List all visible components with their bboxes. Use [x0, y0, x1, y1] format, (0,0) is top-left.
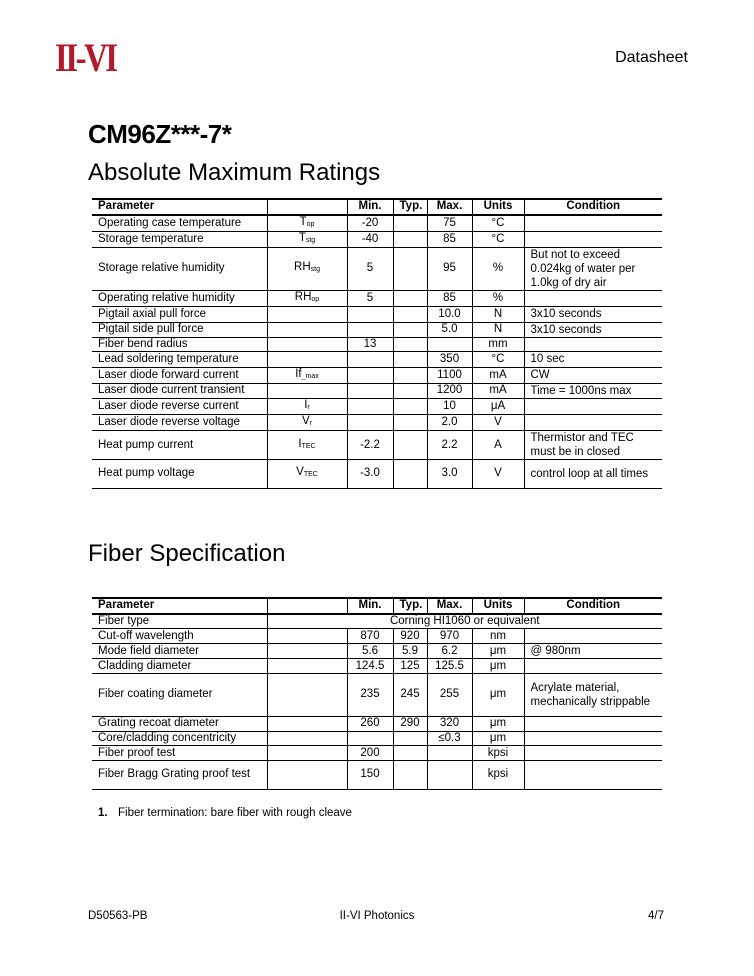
- amr-param: Laser diode reverse current: [92, 398, 267, 414]
- amr-condition: CW: [524, 367, 662, 383]
- fiber-row: [92, 673, 662, 716]
- fiber-max: ≤0.3: [427, 731, 472, 746]
- amr-param: Laser diode current transient: [92, 383, 267, 398]
- fiber-unit: μm: [472, 731, 524, 746]
- amr-typ: [393, 398, 427, 414]
- amr-param: Storage temperature: [92, 231, 267, 247]
- amr-unit: °C: [472, 215, 524, 232]
- amr-symbol: [267, 414, 347, 430]
- amr-header-max: Max.: [427, 199, 472, 215]
- amr-max: 85: [427, 231, 472, 247]
- amr-header-units: Units: [472, 199, 524, 215]
- amr-max: [427, 337, 472, 352]
- amr-min: -20: [347, 215, 393, 232]
- amr-symbol-sub: TEC: [301, 442, 316, 450]
- amr-symbol: [267, 231, 347, 247]
- amr-row: [92, 215, 662, 232]
- fiber-symbol: [267, 716, 347, 731]
- amr-symbol-main: T: [299, 215, 307, 228]
- amr-condition: 3x10 seconds: [524, 307, 662, 322]
- amr-symbol-sub: op: [306, 220, 315, 228]
- amr-symbol: [267, 398, 347, 414]
- fiber-param: Mode field diameter: [92, 644, 267, 659]
- amr-unit: A: [472, 430, 524, 459]
- amr-max: 3.0: [427, 460, 472, 489]
- fiber-max: 125.5: [427, 659, 472, 674]
- fiber-condition: [524, 746, 662, 761]
- fiber-row: [92, 716, 662, 731]
- fiber-row: [92, 731, 662, 746]
- amr-row: [92, 352, 662, 367]
- amr-condition: 3x10 seconds: [524, 322, 662, 337]
- amr-header-row: [92, 199, 662, 215]
- amr-unit: μA: [472, 398, 524, 414]
- amr-param: Laser diode forward current: [92, 367, 267, 383]
- fiber-typ: [393, 746, 427, 761]
- fiber-type-row: [92, 614, 662, 629]
- fiber-symbol: [267, 644, 347, 659]
- fiber-section-title: Fiber Specification: [88, 540, 286, 567]
- fiber-symbol: [267, 731, 347, 746]
- amr-symbol-main: RH: [294, 291, 312, 304]
- fiber-row: [92, 659, 662, 674]
- fiber-max: 255: [427, 673, 472, 716]
- amr-unit: N: [472, 307, 524, 322]
- amr-typ: [393, 367, 427, 383]
- fiber-min: 124.5: [347, 659, 393, 674]
- fiber-condition: [524, 761, 662, 790]
- amr-row: [92, 337, 662, 352]
- amr-condition: [524, 231, 662, 247]
- amr-max: 350: [427, 352, 472, 367]
- amr-header-condition: Condition: [524, 199, 662, 215]
- fiber-unit: μm: [472, 716, 524, 731]
- amr-unit: V: [472, 414, 524, 430]
- fiber-table: [92, 597, 662, 790]
- fiber-typ: [393, 731, 427, 746]
- amr-symbol: [267, 460, 347, 489]
- amr-header-symbol: [267, 199, 347, 215]
- amr-max: 75: [427, 215, 472, 232]
- amr-unit: °C: [472, 231, 524, 247]
- amr-symbol-main: I: [298, 437, 302, 450]
- fiber-condition: [524, 731, 662, 746]
- fiber-type-label: Fiber type: [92, 614, 267, 629]
- amr-max: 1100: [427, 367, 472, 383]
- fiber-condition: [524, 716, 662, 731]
- note-text: Fiber termination: bare fiber with rough cleave: [118, 807, 352, 819]
- amr-symbol: [267, 307, 347, 322]
- fiber-min: 200: [347, 746, 393, 761]
- fiber-typ: 245: [393, 673, 427, 716]
- amr-typ: [393, 414, 427, 430]
- fiber-unit: μm: [472, 659, 524, 674]
- amr-condition: Time = 1000ns max: [524, 383, 662, 398]
- footer-page-number: 4/7: [648, 910, 664, 922]
- fiber-condition: Acrylate material, mechanically strippable: [524, 673, 662, 716]
- amr-symbol: [267, 367, 347, 383]
- fiber-typ: 125: [393, 659, 427, 674]
- amr-min: -2.2: [347, 430, 393, 459]
- footer-company: II-VI Photonics: [339, 910, 415, 922]
- fiber-param: Fiber coating diameter: [92, 673, 267, 716]
- amr-param: Operating case temperature: [92, 215, 267, 232]
- amr-min: -40: [347, 231, 393, 247]
- amr-symbol-main: V: [301, 414, 310, 427]
- amr-max: 95: [427, 247, 472, 291]
- fiber-max: 970: [427, 629, 472, 644]
- amr-row: [92, 291, 662, 307]
- amr-condition: [524, 337, 662, 352]
- amr-min: [347, 414, 393, 430]
- amr-symbol: [267, 383, 347, 398]
- amr-row: [92, 322, 662, 337]
- amr-section-title: Absolute Maximum Ratings: [88, 159, 381, 186]
- amr-symbol-main: RH: [294, 261, 311, 274]
- amr-max: 10: [427, 398, 472, 414]
- fiber-row: [92, 761, 662, 790]
- fiber-unit: μm: [472, 644, 524, 659]
- notes: [98, 807, 352, 819]
- fiber-min: 150: [347, 761, 393, 790]
- amr-symbol: [267, 215, 347, 232]
- footer-doc-id: D50563-PB: [88, 910, 148, 922]
- amr-symbol-main: I: [304, 398, 308, 411]
- amr-typ: [393, 322, 427, 337]
- fiber-unit: kpsi: [472, 761, 524, 790]
- amr-max: 2.2: [427, 430, 472, 459]
- fiber-unit: μm: [472, 673, 524, 716]
- product-title: CM96Z***-7*: [88, 119, 232, 149]
- fiber-header-units: Units: [472, 598, 524, 614]
- amr-min: 5: [347, 291, 393, 307]
- fiber-row: [92, 629, 662, 644]
- fiber-condition: @ 980nm: [524, 644, 662, 659]
- amr-unit: mA: [472, 383, 524, 398]
- amr-typ: [393, 291, 427, 307]
- fiber-row: [92, 746, 662, 761]
- amr-param: Operating relative humidity: [92, 291, 267, 307]
- fiber-param: Cut-off wavelength: [92, 629, 267, 644]
- amr-param: Laser diode reverse voltage: [92, 414, 267, 430]
- amr-symbol-sub: r: [307, 403, 310, 411]
- amr-param: Pigtail axial pull force: [92, 307, 267, 322]
- amr-max: 5.0: [427, 322, 472, 337]
- amr-row: [92, 383, 662, 398]
- amr-row: [92, 460, 662, 489]
- amr-row: [92, 247, 662, 291]
- amr-min: [347, 383, 393, 398]
- fiber-param: Cladding diameter: [92, 659, 267, 674]
- amr-unit: V: [472, 460, 524, 489]
- fiber-min: 870: [347, 629, 393, 644]
- note-number: 1.: [98, 807, 108, 819]
- fiber-header-symbol: [267, 598, 347, 614]
- fiber-header-row: [92, 598, 662, 614]
- amr-unit: mm: [472, 337, 524, 352]
- fiber-param: Grating recoat diameter: [92, 716, 267, 731]
- amr-condition: Thermistor and TEC must be in closed: [524, 430, 662, 459]
- amr-condition: But not to exceed 0.024kg of water per 1.0kg of dry air: [524, 247, 662, 291]
- amr-symbol-main: T: [298, 231, 306, 244]
- fiber-type-value: Corning HI1060 or equivalent: [267, 614, 662, 629]
- amr-unit: %: [472, 291, 524, 307]
- amr-row: [92, 307, 662, 322]
- company-logo: II-VI: [55, 35, 116, 80]
- amr-row: [92, 398, 662, 414]
- amr-min: 5: [347, 247, 393, 291]
- fiber-typ: 290: [393, 716, 427, 731]
- fiber-header-min: Min.: [347, 598, 393, 614]
- amr-condition: control loop at all times: [524, 460, 662, 489]
- fiber-param: Fiber Bragg Grating proof test: [92, 761, 267, 790]
- amr-max: 85: [427, 291, 472, 307]
- amr-typ: [393, 383, 427, 398]
- fiber-typ: 5.9: [393, 644, 427, 659]
- amr-row: [92, 367, 662, 383]
- amr-typ: [393, 352, 427, 367]
- fiber-header-max: Max.: [427, 598, 472, 614]
- fiber-min: 5.6: [347, 644, 393, 659]
- amr-symbol-sub: _max: [301, 372, 319, 380]
- amr-row: [92, 414, 662, 430]
- fiber-typ: [393, 761, 427, 790]
- fiber-condition: [524, 629, 662, 644]
- amr-symbol-main: V: [296, 466, 304, 479]
- amr-min: [347, 352, 393, 367]
- fiber-header-typ: Typ.: [393, 598, 427, 614]
- amr-row: [92, 430, 662, 459]
- amr-typ: [393, 460, 427, 489]
- amr-param: Fiber bend radius: [92, 337, 267, 352]
- amr-header-min: Min.: [347, 199, 393, 215]
- fiber-min: 260: [347, 716, 393, 731]
- amr-unit: mA: [472, 367, 524, 383]
- fiber-unit: kpsi: [472, 746, 524, 761]
- fiber-unit: nm: [472, 629, 524, 644]
- amr-header-parameter: Parameter: [92, 199, 267, 215]
- amr-symbol-main: If: [295, 367, 302, 380]
- fiber-header-condition: Condition: [524, 598, 662, 614]
- amr-unit: °C: [472, 352, 524, 367]
- fiber-header-parameter: Parameter: [92, 598, 267, 614]
- amr-symbol: [267, 430, 347, 459]
- amr-symbol-sub: r: [309, 419, 312, 427]
- amr-typ: [393, 430, 427, 459]
- amr-header-typ: Typ.: [393, 199, 427, 215]
- amr-typ: [393, 231, 427, 247]
- amr-min: [347, 367, 393, 383]
- fiber-symbol: [267, 746, 347, 761]
- amr-row: [92, 231, 662, 247]
- amr-param: Heat pump current: [92, 430, 267, 459]
- amr-symbol-sub: stg: [305, 236, 316, 244]
- amr-typ: [393, 307, 427, 322]
- amr-param: Pigtail side pull force: [92, 322, 267, 337]
- fiber-symbol: [267, 761, 347, 790]
- fiber-param: Fiber proof test: [92, 746, 267, 761]
- amr-typ: [393, 215, 427, 232]
- fiber-row: [92, 644, 662, 659]
- fiber-min: [347, 731, 393, 746]
- amr-symbol: [267, 322, 347, 337]
- amr-unit: %: [472, 247, 524, 291]
- amr-max: 10.0: [427, 307, 472, 322]
- document-type: Datasheet: [615, 49, 688, 66]
- amr-condition: [524, 291, 662, 307]
- amr-min: [347, 398, 393, 414]
- amr-max: 1200: [427, 383, 472, 398]
- amr-min: -3.0: [347, 460, 393, 489]
- amr-param: Heat pump voltage: [92, 460, 267, 489]
- amr-param: Storage relative humidity: [92, 247, 267, 291]
- fiber-min: 235: [347, 673, 393, 716]
- fiber-max: 320: [427, 716, 472, 731]
- amr-symbol: [267, 337, 347, 352]
- amr-typ: [393, 337, 427, 352]
- amr-symbol-sub: stg: [310, 266, 320, 274]
- amr-symbol: [267, 352, 347, 367]
- fiber-symbol: [267, 659, 347, 674]
- amr-symbol-sub: TEC: [303, 471, 318, 479]
- fiber-max: 6.2: [427, 644, 472, 659]
- fiber-typ: 920: [393, 629, 427, 644]
- fiber-condition: [524, 659, 662, 674]
- amr-param: Lead soldering temperature: [92, 352, 267, 367]
- amr-condition: 10 sec: [524, 352, 662, 367]
- amr-unit: N: [472, 322, 524, 337]
- fiber-symbol: [267, 673, 347, 716]
- amr-max: 2.0: [427, 414, 472, 430]
- fiber-symbol: [267, 629, 347, 644]
- fiber-param: Core/cladding concentricity: [92, 731, 267, 746]
- amr-min: [347, 322, 393, 337]
- amr-symbol: [267, 291, 347, 307]
- amr-typ: [393, 247, 427, 291]
- amr-min: 13: [347, 337, 393, 352]
- amr-min: [347, 307, 393, 322]
- amr-condition: [524, 398, 662, 414]
- amr-symbol: [267, 247, 347, 291]
- amr-condition: [524, 215, 662, 232]
- fiber-max: [427, 746, 472, 761]
- amr-condition: [524, 414, 662, 430]
- amr-table: [92, 198, 662, 489]
- amr-symbol-sub: op: [311, 296, 320, 304]
- fiber-max: [427, 761, 472, 790]
